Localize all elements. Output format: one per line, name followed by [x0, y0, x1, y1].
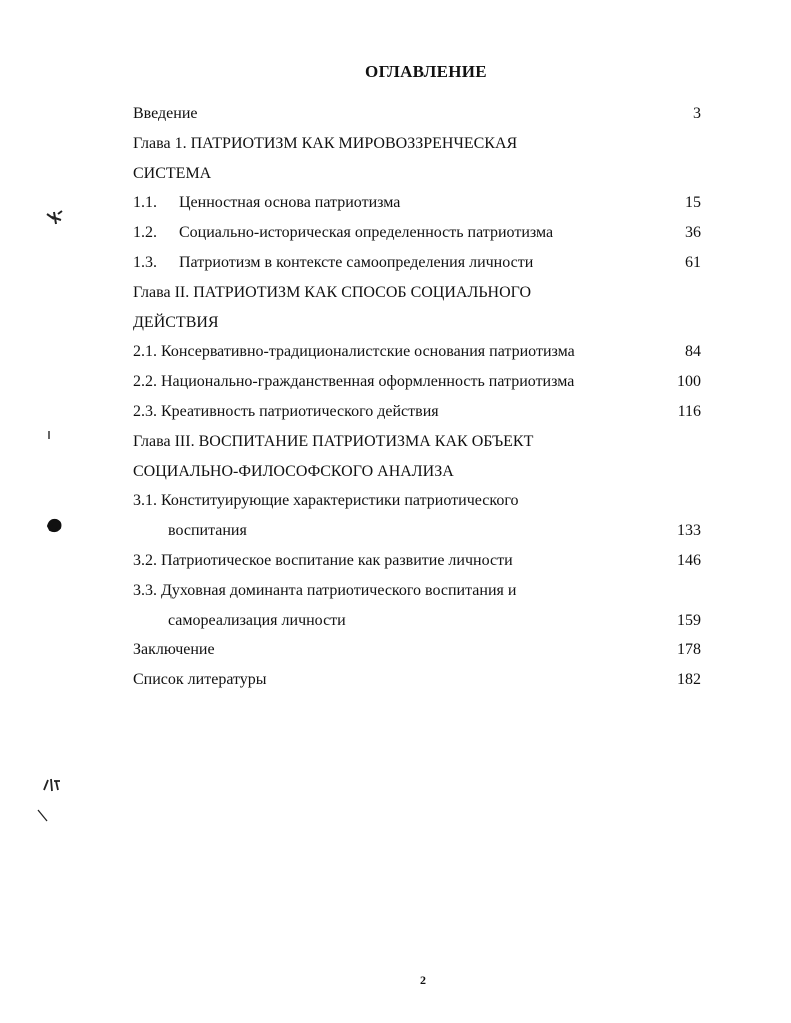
toc-entry-text: 3.1. Конституирующие характеристики патриотического: [133, 492, 519, 510]
toc-entry-page: 133: [677, 522, 701, 540]
toc-entry-chapter-2-cont: [133, 308, 701, 338]
scan-speck-1: [44, 208, 66, 228]
toc-entry-page: 36: [685, 224, 701, 242]
page-number: 2: [420, 973, 426, 987]
scan-speck-mark: [44, 779, 60, 791]
toc-entry-text: 2.3. Креативность патриотического действия: [133, 402, 439, 420]
toc-entry-3-3-cont: [133, 606, 701, 636]
toc-entry-text: 3.2. Патриотическое воспитание как развитие личности: [133, 551, 513, 569]
toc-entry-page: 15: [685, 194, 701, 212]
toc-entry-3-3: [133, 576, 701, 606]
toc-entry-3-1: [133, 486, 701, 516]
toc-entry-page: 116: [677, 402, 701, 420]
toc-entry-3-1-cont: [133, 516, 701, 546]
toc-entry-1-2: [133, 218, 701, 248]
toc-entry-chapter-1: [133, 129, 701, 159]
page-title: ОГЛАВЛЕНИЕ: [365, 62, 487, 81]
toc-entry-page: 61: [685, 253, 701, 271]
toc-entry-bibliography: [133, 665, 701, 695]
toc-entry-text: 2.2. Национально-гражданственная оформленность патриотизма: [133, 373, 575, 391]
toc-entry-text: Введение: [133, 105, 198, 122]
toc-entry-text: 2.1. Консервативно-традиционалистские основания патриотизма: [133, 343, 575, 361]
toc-entry-text: Глава III. ВОСПИТАНИЕ ПАТРИОТИЗМА КАК ОБЪЕКТ: [133, 432, 534, 450]
toc-entry-text: 3.3. Духовная доминанта патриотического воспитания и: [133, 581, 517, 599]
scan-speck-5: [36, 808, 50, 824]
toc-entry-2-2: [133, 367, 701, 397]
toc-entry-page: 146: [677, 551, 701, 569]
toc-entry-text: СОЦИАЛЬНО-ФИЛОСОФСКОГО АНАЛИЗА: [133, 462, 454, 480]
toc-entry-introduction: [133, 99, 701, 129]
toc-entry-text: Социально-историческая определенность патриотизма: [179, 224, 554, 242]
toc-entry-text: Заключение: [133, 641, 215, 659]
toc-entry-conclusion: [133, 635, 701, 665]
toc-entry-text: Список литературы: [133, 671, 267, 689]
toc-entry-number: 1.2.: [133, 224, 157, 242]
toc-entry-text: СИСТЕМА: [133, 164, 212, 182]
toc-entry-text: Патриотизм в контексте самоопределения личности: [179, 253, 534, 271]
toc-entry-number: 1.3.: [133, 253, 157, 271]
toc-entry-page: 159: [677, 611, 701, 629]
scan-speck-2: [46, 430, 52, 442]
toc-entry-1-3: [133, 248, 701, 278]
toc-entry-2-3: [133, 397, 701, 427]
scan-speck-mark: [38, 810, 47, 821]
toc-entry-text: воспитания: [168, 522, 247, 540]
table-of-contents: [133, 99, 701, 695]
toc-entry-text: Глава 1. ПАТРИОТИЗМ КАК МИРОВОЗЗРЕНЧЕСКАЯ: [133, 134, 518, 152]
toc-entry-page: 178: [677, 641, 701, 659]
toc-entry-chapter-3: [133, 427, 701, 457]
toc-entry-1-1: [133, 188, 701, 218]
toc-entry-chapter-2: [133, 278, 701, 308]
scan-speck-4: [40, 776, 64, 796]
toc-entry-number: 1.1.: [133, 194, 157, 212]
toc-entry-page: 182: [677, 671, 701, 689]
toc-entry-text: Ценностная основа патриотизма: [179, 194, 401, 212]
scan-speck-mark: [47, 211, 62, 224]
toc-entry-page: 3: [693, 105, 701, 122]
toc-entry-page: 84: [685, 343, 701, 361]
toc-entry-chapter-1-cont: [133, 159, 701, 189]
scan-speck-3: [44, 516, 66, 536]
toc-entry-chapter-3-cont: [133, 457, 701, 487]
toc-entry-text: Глава II. ПАТРИОТИЗМ КАК СПОСОБ СОЦИАЛЬНОГО: [133, 283, 532, 301]
toc-entry-3-2: [133, 546, 701, 576]
scan-speck-mark: [48, 520, 61, 531]
toc-entry-text: ДЕЙСТВИЯ: [133, 313, 219, 331]
toc-entry-2-1: [133, 337, 701, 367]
toc-entry-page: 100: [677, 373, 701, 391]
toc-entry-text: самореализация личности: [168, 611, 346, 629]
